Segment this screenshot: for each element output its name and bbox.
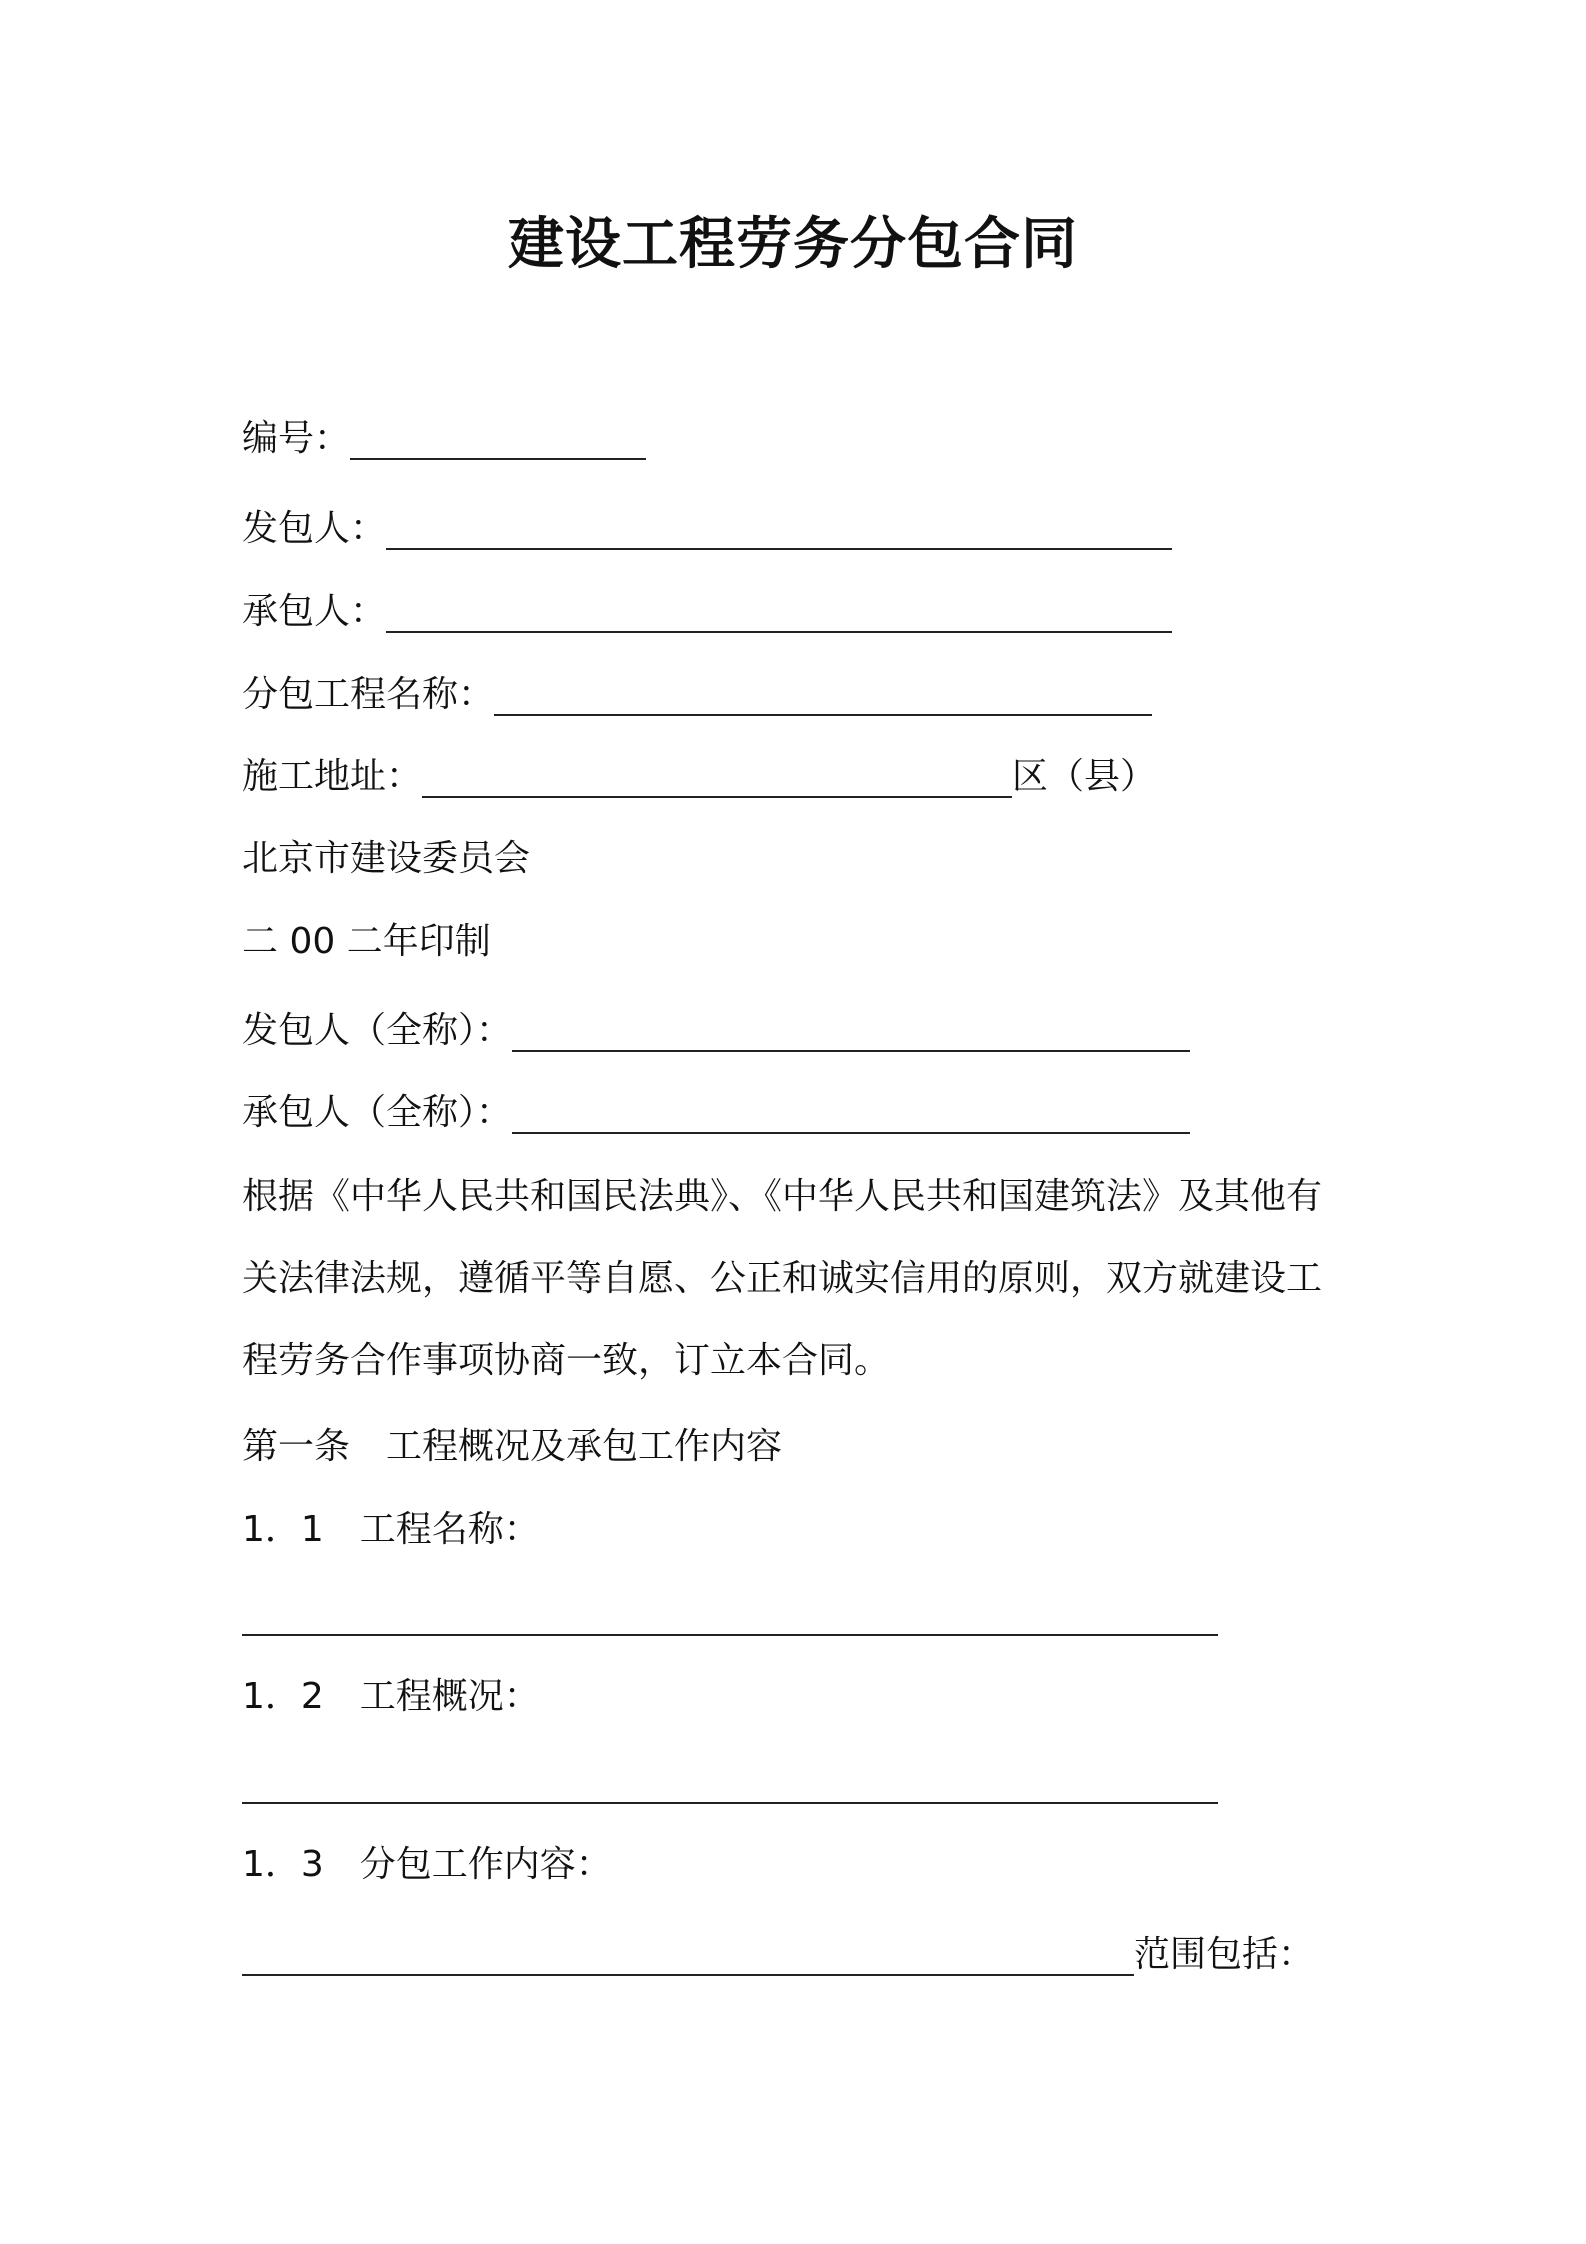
item-1-2-blank[interactable] (242, 1764, 1218, 1804)
number-field (242, 414, 646, 464)
item-1-1-answer (242, 1590, 1218, 1640)
preamble-paragraph (242, 1156, 1362, 1402)
site-address-blank[interactable] (422, 758, 1012, 798)
project-name-blank[interactable] (494, 676, 1152, 716)
contractor-full-field (242, 1088, 1190, 1138)
employer-blank[interactable] (386, 510, 1172, 550)
item-1-1 (242, 1505, 540, 1555)
site-address-field (242, 752, 1156, 802)
contractor-full-label: 承包人（全称）： (242, 1092, 513, 1133)
site-address-label: 施工地址： (242, 756, 423, 797)
preamble-line-3: 程劳务合作事项协商一致，订立本合同。 (242, 1340, 891, 1381)
employer-label: 发包人： (242, 508, 387, 549)
article-1-heading-text: 第一条 工程概况及承包工作内容 (242, 1426, 783, 1467)
employer-field (242, 504, 1172, 554)
document-title: 建设工程劳务分包合同 (508, 212, 1078, 277)
employer-full-field (242, 1006, 1190, 1056)
item-1-2-label: 1．2 工程概况： (242, 1676, 540, 1717)
preamble-line-1: 根据《中华人民共和国民法典》、《中华人民共和国建筑法》及其他有 (242, 1176, 1323, 1217)
item-1-3 (242, 1840, 612, 1890)
employer-full-label: 发包人（全称）： (242, 1010, 513, 1051)
contractor-field (242, 587, 1172, 637)
number-blank[interactable] (350, 420, 646, 460)
item-1-3-label: 1．3 分包工作内容： (242, 1844, 612, 1885)
issuer-text: 北京市建设委员会 (242, 838, 531, 879)
printed-text: 二 00 二年印制 (242, 921, 491, 962)
item-1-2 (242, 1672, 540, 1722)
contractor-blank[interactable] (386, 593, 1172, 633)
item-1-3-answer (242, 1930, 1314, 1980)
contractor-label: 承包人： (242, 591, 387, 632)
article-1-heading (242, 1422, 782, 1472)
item-1-2-answer (242, 1758, 1218, 1808)
employer-full-blank[interactable] (512, 1012, 1190, 1052)
item-1-1-blank[interactable] (242, 1596, 1218, 1636)
project-name-label: 分包工程名称： (242, 674, 495, 715)
item-1-1-label: 1．1 工程名称： (242, 1509, 540, 1550)
issuer-line (242, 834, 530, 884)
contractor-full-blank[interactable] (512, 1094, 1190, 1134)
printed-line (242, 917, 491, 967)
site-address-suffix: 区（县） (1012, 756, 1157, 797)
number-label: 编号： (242, 418, 351, 459)
project-name-field (242, 670, 1152, 720)
scope-suffix: 范围包括： (1134, 1934, 1315, 1975)
item-1-3-blank[interactable] (242, 1936, 1134, 1976)
preamble-line-2: 关法律法规，遵循平等自愿、公正和诚实信用的原则，双方就建设工 (242, 1258, 1323, 1299)
